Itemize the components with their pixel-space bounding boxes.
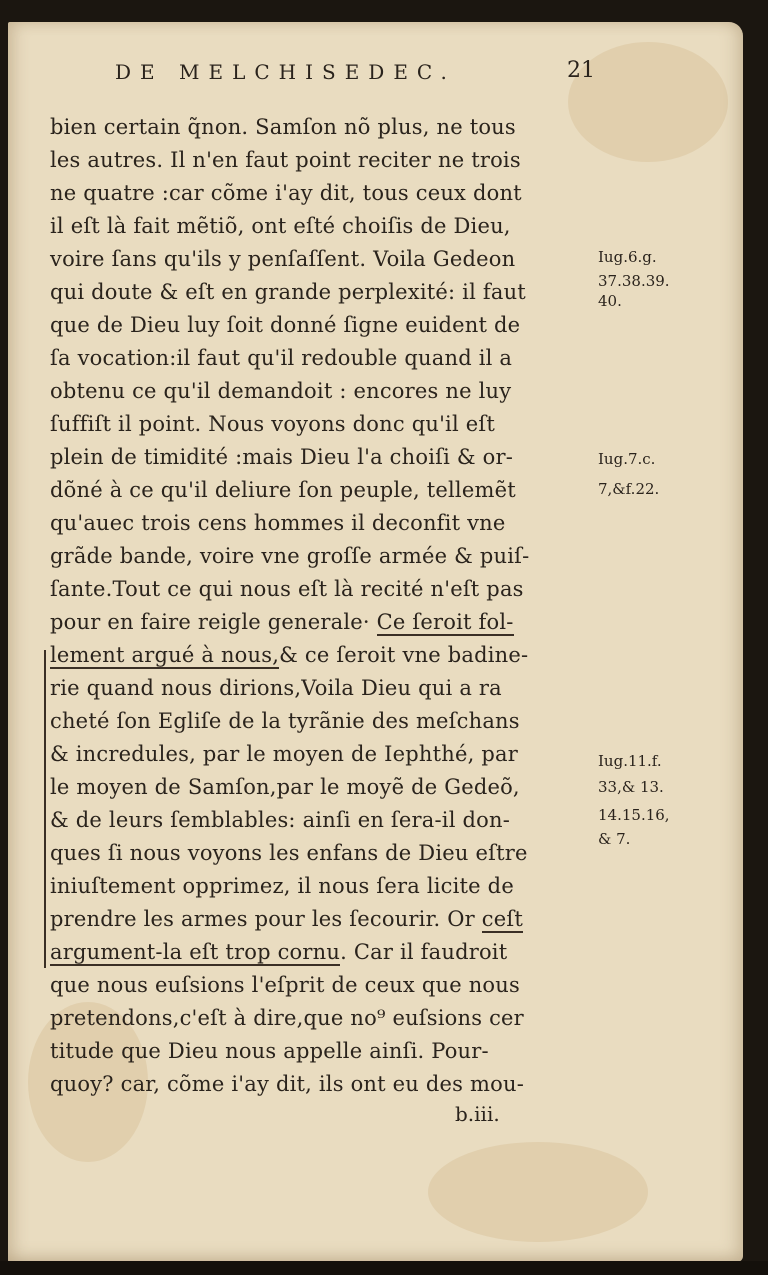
margin-note: & 7. xyxy=(598,830,631,848)
margin-note: 37.38.39. xyxy=(598,272,670,290)
text-line: qu'auec trois cens hommes il deconfit vne xyxy=(50,511,506,535)
text-line: il eſt là fait mẽtiõ, ont eſté choiſis de Dieu, xyxy=(50,214,511,238)
text-segment: . Car il faudroit xyxy=(340,940,508,964)
text-line: qui doute & eſt en grande perplexité: il faut xyxy=(50,280,526,304)
text-line: iniuſtement opprimez, il nous ſera licite de xyxy=(50,874,514,898)
margin-note: Iug.11.f. xyxy=(598,752,662,770)
text-line: bien certain q̃non. Samſon nõ plus, ne tous xyxy=(50,115,516,139)
text-line: plein de timidité :mais Dieu l'a choiſi & or- xyxy=(50,445,514,469)
margin-note: Iug.6.g. xyxy=(598,248,657,266)
text-line: voire ſans qu'ils y penſaſſent. Voila Gedeon xyxy=(50,247,516,271)
text-line: pretendons,c'eſt à dire,que no⁹ euſsions cer xyxy=(50,1006,524,1030)
text-segment: prendre les armes pour les ſecourir. Or xyxy=(50,907,482,931)
text-line: & de leurs ſemblables: ainſi en ſera-il don- xyxy=(50,808,511,832)
page-header xyxy=(115,60,595,90)
underlined-passage: argument-la eſt trop cornu xyxy=(50,940,341,964)
bottom-edge xyxy=(0,1261,768,1275)
text-line: ſa vocation:il faut qu'il redouble quand il a xyxy=(50,346,513,370)
text-line: titude que Dieu nous appelle ainſi. Pour- xyxy=(50,1039,489,1063)
margin-note: 40. xyxy=(598,292,622,310)
text-line: cheté ſon Egliſe de la tyrãnie des meſchans xyxy=(50,709,520,733)
text-line: ne quatre :car cõme i'ay dit, tous ceux dont xyxy=(50,181,522,205)
text-line: le moyen de Samſon,par le moyẽ de Gedeõ, xyxy=(50,775,520,799)
text-line-with-underline xyxy=(50,607,514,637)
text-line: rie quand nous dirions,Voila Dieu qui a ra xyxy=(50,676,502,700)
text-line: ques ſi nous voyons les enfans de Dieu eſtre xyxy=(50,841,528,865)
margin-note: 14.15.16, xyxy=(598,806,670,824)
text-line-with-underline xyxy=(50,904,523,934)
text-line-with-underline xyxy=(50,937,507,967)
page-number: 21 xyxy=(567,58,595,83)
margin-note: 7,&f.22. xyxy=(598,480,660,498)
text-line: obtenu ce qu'il demandoit : encores ne luy xyxy=(50,379,512,403)
paper-stain xyxy=(428,1142,648,1242)
margin-note: 33,& 13. xyxy=(598,778,664,796)
text-line: & incredules, par le moyen de Iephthé, par xyxy=(50,742,519,766)
underlined-passage: Ce ſeroit fol- xyxy=(376,610,514,634)
text-line: quoy? car, cõme i'ay dit, ils ont eu des mou- xyxy=(50,1072,524,1096)
running-head: DE MELCHISEDEC. xyxy=(115,60,456,84)
text-line-with-underline xyxy=(50,640,528,670)
text-line: les autres. Il n'en faut point reciter ne trois xyxy=(50,148,521,172)
text-line: ſuffiſt il point. Nous voyons donc qu'il eſt xyxy=(50,412,495,436)
underlined-passage: ceſt xyxy=(481,907,523,931)
text-line: que de Dieu luy ſoit donné ſigne euident de xyxy=(50,313,521,337)
text-segment: & ce ſeroit vne badine- xyxy=(279,643,529,667)
text-segment: pour en faire reigle generale· xyxy=(50,610,377,634)
underlined-passage: lement argué à nous, xyxy=(50,643,280,667)
marginal-bracket xyxy=(44,650,52,968)
signature-mark: b.iii. xyxy=(455,1102,500,1126)
text-line: ſante.Tout ce qui nous eſt là recité n'eſt pas xyxy=(50,577,524,601)
text-line: dõné à ce qu'il deliure ſon peuple, tellemẽt xyxy=(50,478,516,502)
margin-note: Iug.7.c. xyxy=(598,450,656,468)
text-line: que nous euſsions l'eſprit de ceux que nous xyxy=(50,973,520,997)
text-line: grãde bande, voire vne groſſe armée & puiſ- xyxy=(50,544,530,568)
